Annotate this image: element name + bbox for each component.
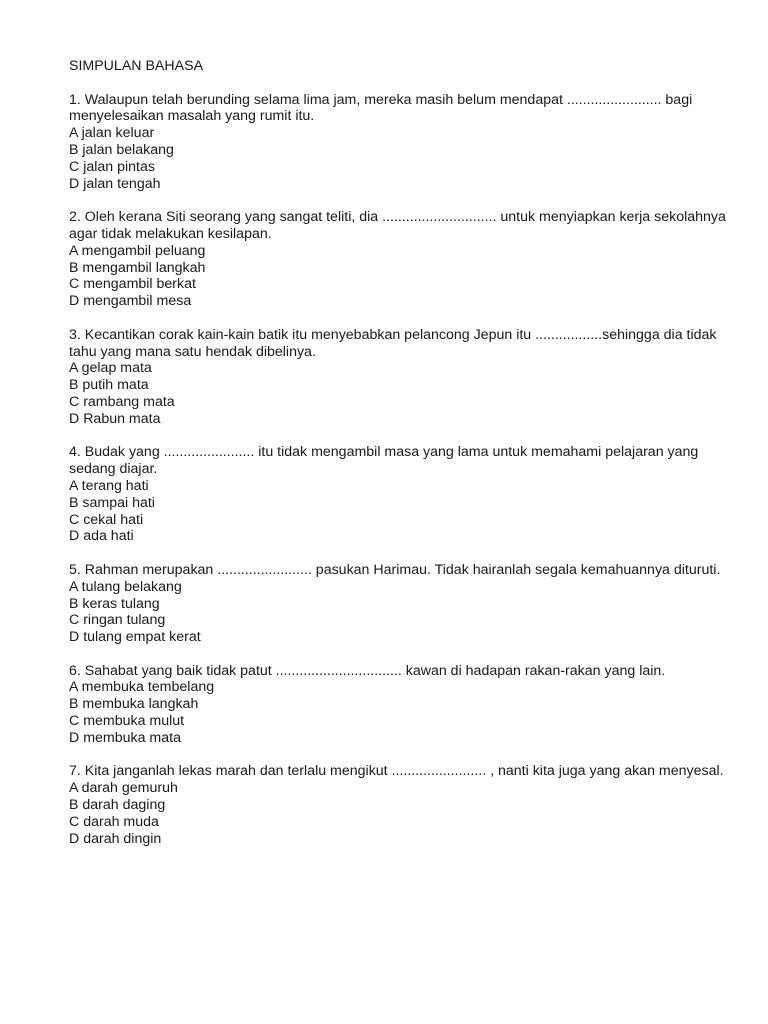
option-list [69,780,729,847]
question-text: 1. Walaupun telah berunding selama lima jam, mereka masih belum mendapat ........................ bagi menyelesaikan masalah yang rumit itu. [69,91,693,125]
option-b: B darah daging [69,797,166,814]
option-a: A mengambil peluang [69,242,206,259]
option-b: B keras tulang [69,595,160,612]
option-a: A terang hati [69,477,149,494]
option-list [69,679,729,746]
option-c: C jalan pintas [69,158,155,175]
option-d: D darah dingin [69,830,162,847]
option-a: A tulang belakang [69,578,182,595]
document-title: SIMPULAN BAHASA [69,58,204,74]
option-b: B sampai hati [69,494,155,511]
option-list [69,125,729,192]
option-b: B mengambil langkah [69,259,206,276]
option-a: A membuka tembelang [69,679,215,696]
question-6 [69,663,729,747]
question-text: 3. Kecantikan corak kain-kain batik itu menyebabkan pelancong Jepun itu .................sehingga dia tidak tahu yang mana satu hendak dibelinya. [69,326,717,360]
question-3 [69,327,729,428]
option-d: D Rabun mata [69,410,161,427]
question-7 [69,763,729,847]
question-text: 5. Rahman merupakan ........................ pasukan Harimau. Tidak hairanlah segala kemahuannya dituruti. [69,561,721,578]
option-list [69,360,729,427]
option-c: C cekal hati [69,511,144,528]
question-1 [69,92,729,193]
document-page [69,58,729,864]
question-2 [69,209,729,310]
option-d: D mengambil mesa [69,293,192,310]
option-d: D membuka mata [69,729,181,746]
question-text: 2. Oleh kerana Siti seorang yang sangat teliti, dia ............................. untuk menyiapkan kerja sekolahnya agar tidak melakukan kesilapan. [69,209,726,242]
question-5 [69,562,729,646]
option-d: D jalan tengah [69,175,161,192]
option-a: A jalan keluar [69,125,155,142]
option-list [69,478,729,545]
question-text: 7. Kita janganlah lekas marah dan terlalu mengikut ........................ , nanti kita juga yang akan menyesal. [69,763,724,780]
option-c: C darah muda [69,813,159,830]
option-b: B putih mata [69,377,149,394]
question-4 [69,444,729,545]
option-d: D tulang empat kerat [69,629,201,646]
option-c: C mengambil berkat [69,276,196,293]
question-text: 6. Sahabat yang baik tidak patut ................................ kawan di hadapan rakan-rakan yang lain. [69,662,666,679]
question-text: 4. Budak yang ....................... itu tidak mengambil masa yang lama untuk memahami pelajaran yang sedang diajar. [69,444,699,478]
option-c: C ringan tulang [69,612,166,629]
option-list [69,579,729,646]
option-a: A darah gemuruh [69,780,178,797]
option-d: D ada hati [69,528,134,545]
option-c: C membuka mulut [69,713,185,730]
option-c: C rambang mata [69,393,175,410]
option-b: B jalan belakang [69,141,174,158]
option-a: A gelap mata [69,360,152,377]
option-b: B membuka langkah [69,696,199,713]
option-list [69,243,729,310]
